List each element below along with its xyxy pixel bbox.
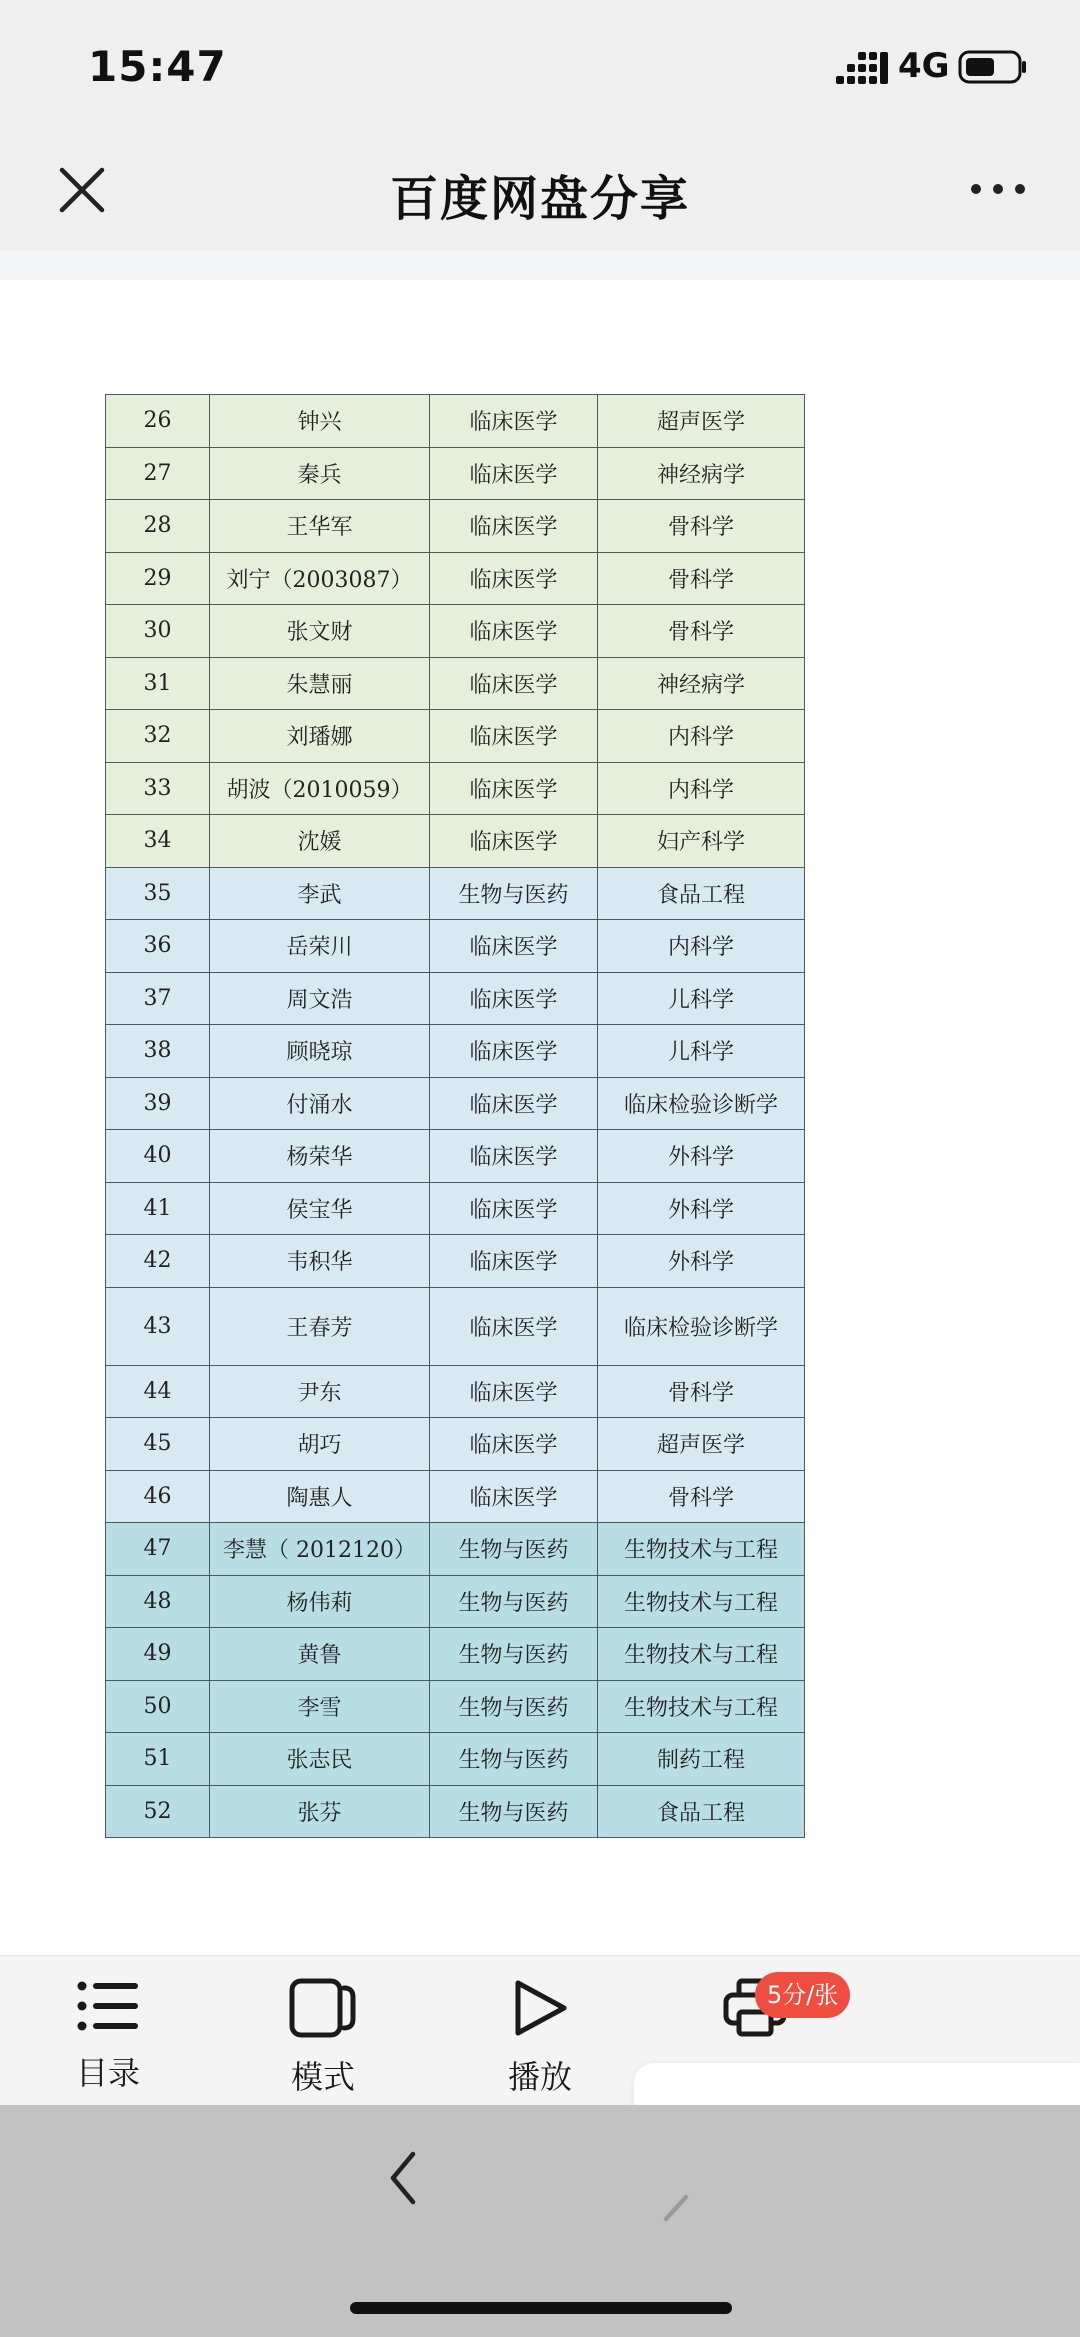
cell-college: 临床医学 <box>430 815 598 868</box>
table-row <box>106 1182 805 1235</box>
more-icon[interactable] <box>968 174 1028 204</box>
mode-button[interactable] <box>263 1978 383 2098</box>
cell-number: 27 <box>106 447 210 500</box>
table-row <box>106 972 805 1025</box>
cell-major: 神经病学 <box>598 447 805 500</box>
cell-college: 临床医学 <box>430 920 598 973</box>
cell-number: 28 <box>106 500 210 553</box>
cell-college: 生物与医药 <box>430 1733 598 1786</box>
cell-college: 临床医学 <box>430 1182 598 1235</box>
table-body <box>106 395 805 1838</box>
nav-bar <box>0 130 1080 250</box>
play-icon <box>510 1978 570 2038</box>
cell-college: 临床医学 <box>430 1470 598 1523</box>
cell-name: 付涌水 <box>210 1077 430 1130</box>
table-row <box>106 1077 805 1130</box>
cell-name: 张志民 <box>210 1733 430 1786</box>
cell-name: 秦兵 <box>210 447 430 500</box>
cell-major: 食品工程 <box>598 867 805 920</box>
cell-college: 临床医学 <box>430 1130 598 1183</box>
table-row <box>106 1680 805 1733</box>
status-bar <box>0 0 1080 130</box>
table-row <box>106 1418 805 1471</box>
cell-major: 食品工程 <box>598 1785 805 1838</box>
cell-college: 生物与医药 <box>430 1680 598 1733</box>
cell-number: 30 <box>106 605 210 658</box>
table-row <box>106 447 805 500</box>
cell-number: 29 <box>106 552 210 605</box>
mode-icon <box>289 1978 357 2038</box>
cell-major: 生物技术与工程 <box>598 1628 805 1681</box>
table-row <box>106 500 805 553</box>
cell-name: 周文浩 <box>210 972 430 1025</box>
cell-major: 生物技术与工程 <box>598 1680 805 1733</box>
cell-number: 50 <box>106 1680 210 1733</box>
cell-name: 朱慧丽 <box>210 657 430 710</box>
cell-major: 生物技术与工程 <box>598 1523 805 1576</box>
cell-name: 胡波（2010059） <box>210 762 430 815</box>
cell-number: 43 <box>106 1287 210 1365</box>
cell-major: 外科学 <box>598 1182 805 1235</box>
cell-name: 沈媛 <box>210 815 430 868</box>
cell-number: 33 <box>106 762 210 815</box>
cell-major: 内科学 <box>598 762 805 815</box>
cell-college: 临床医学 <box>430 657 598 710</box>
cell-college: 临床医学 <box>430 395 598 448</box>
cell-major: 临床检验诊断学 <box>598 1077 805 1130</box>
cell-college: 生物与医药 <box>430 1785 598 1838</box>
cell-number: 42 <box>106 1235 210 1288</box>
chevron-left-icon[interactable] <box>385 2148 421 2208</box>
cell-number: 37 <box>106 972 210 1025</box>
cell-college: 临床医学 <box>430 1418 598 1471</box>
cell-name: 侯宝华 <box>210 1182 430 1235</box>
table-row <box>106 1785 805 1838</box>
document-page[interactable] <box>0 280 1080 1955</box>
cell-major: 骨科学 <box>598 1470 805 1523</box>
page-title: 百度网盘分享 <box>389 171 690 227</box>
cell-college: 临床医学 <box>430 447 598 500</box>
cell-name: 顾晓琼 <box>210 1025 430 1078</box>
status-time: 15:47 <box>88 42 227 91</box>
cell-number: 49 <box>106 1628 210 1681</box>
table-row <box>106 1365 805 1418</box>
table-row <box>106 552 805 605</box>
list-icon <box>76 1978 140 2034</box>
page-navigation <box>0 2105 1080 2337</box>
cell-major: 骨科学 <box>598 605 805 658</box>
table-row <box>106 1130 805 1183</box>
cell-number: 32 <box>106 710 210 763</box>
cell-number: 34 <box>106 815 210 868</box>
cell-college: 临床医学 <box>430 762 598 815</box>
table-row <box>106 867 805 920</box>
cell-college: 临床医学 <box>430 972 598 1025</box>
cell-college: 生物与医药 <box>430 1523 598 1576</box>
table-row <box>106 1025 805 1078</box>
cell-major: 外科学 <box>598 1130 805 1183</box>
table-row <box>106 920 805 973</box>
mode-label: 模式 <box>290 2058 355 2096</box>
cell-number: 44 <box>106 1365 210 1418</box>
cell-college: 临床医学 <box>430 1287 598 1365</box>
cell-name: 杨伟莉 <box>210 1575 430 1628</box>
chevron-right-icon[interactable] <box>660 2175 696 2225</box>
cell-name: 张芬 <box>210 1785 430 1838</box>
table-row <box>106 1733 805 1786</box>
cell-major: 超声医学 <box>598 395 805 448</box>
cell-college: 临床医学 <box>430 1365 598 1418</box>
cell-number: 39 <box>106 1077 210 1130</box>
home-indicator[interactable] <box>350 2302 732 2314</box>
cell-name: 陶惠人 <box>210 1470 430 1523</box>
cell-college: 临床医学 <box>430 605 598 658</box>
cell-college: 生物与医药 <box>430 1575 598 1628</box>
cell-name: 李慧（ 2012120） <box>210 1523 430 1576</box>
cell-college: 临床医学 <box>430 500 598 553</box>
table-row <box>106 1470 805 1523</box>
cell-name: 张文财 <box>210 605 430 658</box>
cell-number: 38 <box>106 1025 210 1078</box>
cell-name: 刘宁（2003087） <box>210 552 430 605</box>
cell-major: 生物技术与工程 <box>598 1575 805 1628</box>
table-row <box>106 1575 805 1628</box>
cell-major: 儿科学 <box>598 1025 805 1078</box>
cell-number: 48 <box>106 1575 210 1628</box>
cell-number: 35 <box>106 867 210 920</box>
cell-name: 刘璠娜 <box>210 710 430 763</box>
cell-number: 46 <box>106 1470 210 1523</box>
cell-number: 47 <box>106 1523 210 1576</box>
cell-name: 韦积华 <box>210 1235 430 1288</box>
cell-number: 52 <box>106 1785 210 1838</box>
cell-number: 40 <box>106 1130 210 1183</box>
divider-strip <box>0 250 1080 280</box>
cell-college: 临床医学 <box>430 710 598 763</box>
cell-major: 内科学 <box>598 920 805 973</box>
table-row <box>106 1523 805 1576</box>
toc-label: 目录 <box>75 2054 140 2092</box>
cell-number: 45 <box>106 1418 210 1471</box>
cell-number: 51 <box>106 1733 210 1786</box>
cell-name: 尹东 <box>210 1365 430 1418</box>
cell-college: 临床医学 <box>430 1077 598 1130</box>
toc-button[interactable] <box>48 1978 168 2098</box>
cell-name: 李武 <box>210 867 430 920</box>
price-badge: 5分/张 <box>755 1972 850 2018</box>
data-table <box>105 394 805 1838</box>
cell-major: 骨科学 <box>598 552 805 605</box>
cell-major: 妇产科学 <box>598 815 805 868</box>
table-row <box>106 657 805 710</box>
cell-major: 外科学 <box>598 1235 805 1288</box>
cell-name: 钟兴 <box>210 395 430 448</box>
cell-number: 26 <box>106 395 210 448</box>
table-row <box>106 1235 805 1288</box>
table-row <box>106 815 805 868</box>
cell-name: 黄鲁 <box>210 1628 430 1681</box>
cell-college: 临床医学 <box>430 1235 598 1288</box>
cell-name: 王春芳 <box>210 1287 430 1365</box>
play-label: 播放 <box>507 2058 572 2096</box>
cell-major: 骨科学 <box>598 1365 805 1418</box>
table-row <box>106 710 805 763</box>
cell-college: 临床医学 <box>430 1025 598 1078</box>
battery-icon <box>958 49 1028 85</box>
cell-number: 41 <box>106 1182 210 1235</box>
table-row <box>106 1287 805 1365</box>
table-row <box>106 1628 805 1681</box>
cell-number: 31 <box>106 657 210 710</box>
cell-college: 生物与医药 <box>430 1628 598 1681</box>
cell-major: 儿科学 <box>598 972 805 1025</box>
cell-college: 生物与医药 <box>430 867 598 920</box>
cell-college: 临床医学 <box>430 552 598 605</box>
table-row <box>106 762 805 815</box>
cell-name: 胡巧 <box>210 1418 430 1471</box>
cell-number: 36 <box>106 920 210 973</box>
cell-major: 超声医学 <box>598 1418 805 1471</box>
cell-major: 制药工程 <box>598 1733 805 1786</box>
cell-major: 骨科学 <box>598 500 805 553</box>
cell-name: 王华军 <box>210 500 430 553</box>
table-row <box>106 395 805 448</box>
cell-major: 内科学 <box>598 710 805 763</box>
table-row <box>106 605 805 658</box>
cell-name: 杨荣华 <box>210 1130 430 1183</box>
signal-icon <box>836 50 888 88</box>
cell-name: 李雪 <box>210 1680 430 1733</box>
play-button[interactable] <box>480 1978 600 2098</box>
cell-major: 临床检验诊断学 <box>598 1287 805 1365</box>
cell-name: 岳荣川 <box>210 920 430 973</box>
network-type: 4G <box>898 46 950 86</box>
cell-major: 神经病学 <box>598 657 805 710</box>
